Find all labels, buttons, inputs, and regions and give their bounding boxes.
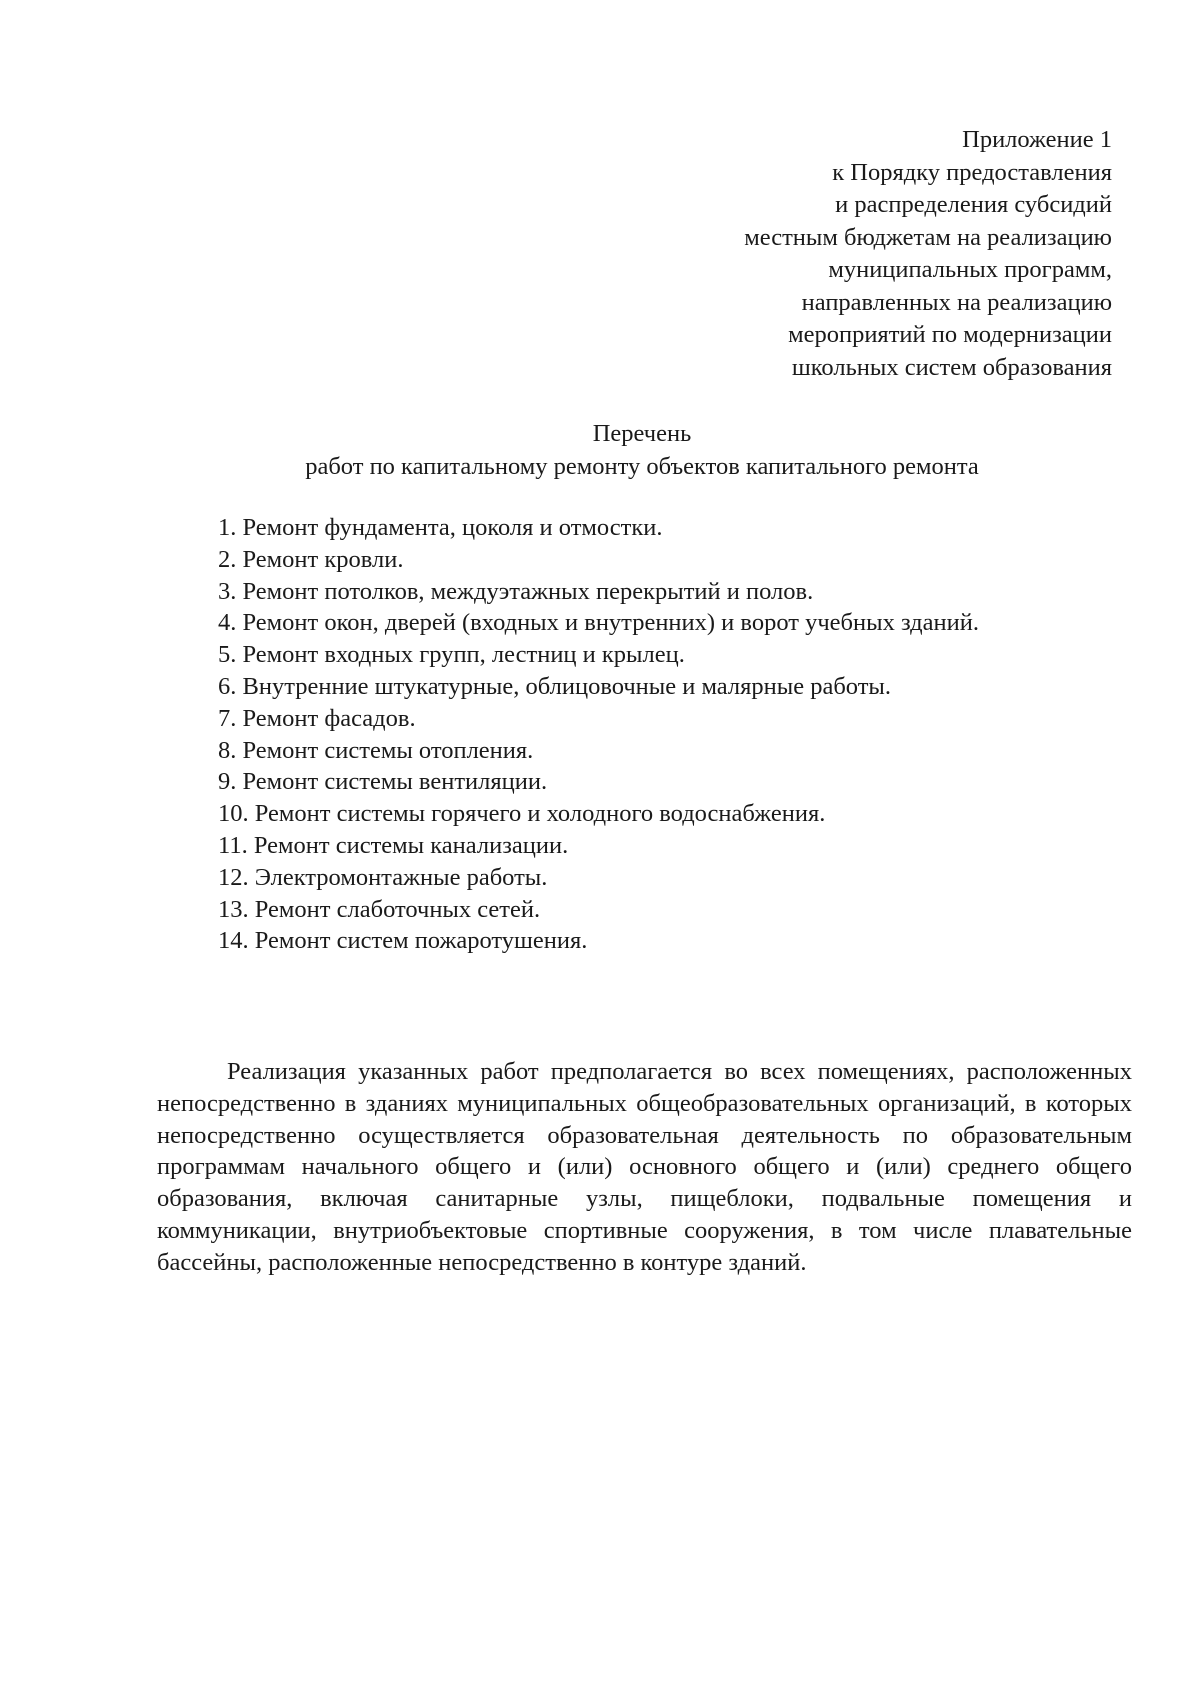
list-item: 11. Ремонт системы канализации.: [218, 831, 569, 859]
document-subtitle: работ по капитальному ремонту объектов капитального ремонта: [305, 453, 979, 480]
appendix-line: мероприятий по модернизации: [788, 321, 1112, 348]
closing-paragraph: Реализация указанных работ предполагается во всех помещениях, расположенных непосредственно в зданиях муниципальных общеобразовательных организаций, в которых непосредственно осуществляется образовательная деятельность по образовательным программам начального общего и (или) основного общего и (или) среднего общего образования, включая санитарные узлы, пищеблоки, подвальные помещения и коммуникации, внутриобъектовые спортивные сооружения, в том числе плавательные бассейны, расположенные непосредственно в контуре зданий.: [157, 1058, 1132, 1276]
list-item: 1. Ремонт фундамента, цоколя и отмостки.: [218, 514, 663, 541]
works-list: [218, 512, 979, 957]
document-title: Перечень: [592, 420, 692, 447]
list-item: 6. Внутренние штукатурные, облицовочные и малярные работы.: [218, 672, 892, 700]
list-item: 7. Ремонт фасадов.: [218, 704, 416, 732]
appendix-line: и распределения субсидий: [835, 191, 1112, 218]
list-item: 13. Ремонт слаботочных сетей.: [218, 895, 541, 923]
list-item: 9. Ремонт системы вентиляции.: [218, 768, 548, 796]
list-item: 14. Ремонт систем пожаротушения.: [218, 927, 588, 955]
list-item: 5. Ремонт входных групп, лестниц и крылец.: [218, 641, 685, 669]
appendix-header: [744, 124, 1112, 384]
list-item: 2. Ремонт кровли.: [218, 545, 404, 573]
appendix-line: школьных систем образования: [791, 353, 1112, 381]
list-item: 3. Ремонт потолков, междуэтажных перекрытий и полов.: [218, 577, 814, 605]
list-item: 8. Ремонт системы отопления.: [218, 736, 534, 764]
list-item: 10. Ремонт системы горячего и холодного водоснабжения.: [218, 800, 826, 828]
appendix-line: Приложение 1: [962, 126, 1112, 153]
appendix-line: местным бюджетам на реализацию: [744, 223, 1112, 251]
appendix-line: направленных на реализацию: [801, 288, 1112, 316]
appendix-line: к Порядку предоставления: [832, 158, 1112, 186]
appendix-line: муниципальных программ,: [828, 256, 1112, 283]
list-item: 12. Электромонтажные работы.: [218, 863, 548, 891]
list-item: 4. Ремонт окон, дверей (входных и внутренних) и ворот учебных зданий.: [218, 609, 979, 637]
